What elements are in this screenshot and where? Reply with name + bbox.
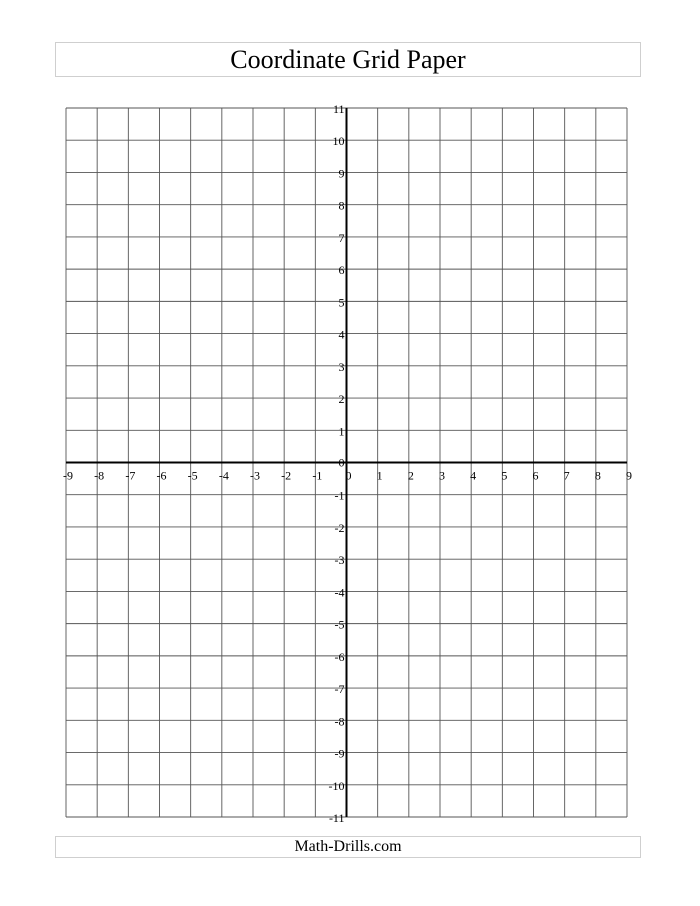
x-tick-label: -1 bbox=[312, 468, 323, 483]
y-tick-label: 5 bbox=[338, 295, 345, 310]
page-title: Coordinate Grid Paper bbox=[230, 44, 466, 74]
y-tick-label: -11 bbox=[328, 811, 345, 825]
y-tick-label: -4 bbox=[334, 585, 345, 600]
y-tick-label: 4 bbox=[338, 327, 345, 342]
x-tick-label: -6 bbox=[156, 468, 167, 483]
footer-credit: Math-Drills.com bbox=[294, 838, 402, 855]
x-tick-label: -7 bbox=[125, 468, 136, 483]
x-tick-label: -5 bbox=[187, 468, 198, 483]
x-tick-label: -3 bbox=[250, 468, 260, 483]
y-tick-label: 6 bbox=[338, 263, 345, 278]
x-tick-label: 8 bbox=[594, 468, 601, 483]
y-tick-label: 8 bbox=[338, 198, 345, 213]
x-tick-label: 4 bbox=[470, 468, 477, 483]
y-tick-label: 11 bbox=[332, 102, 345, 116]
y-tick-label: -6 bbox=[334, 649, 345, 664]
footer-box bbox=[55, 836, 641, 858]
y-tick-label: -7 bbox=[334, 682, 345, 697]
x-tick-label: 1 bbox=[376, 468, 383, 483]
x-tick-label: -4 bbox=[218, 468, 229, 483]
x-tick-label: -8 bbox=[94, 468, 105, 483]
y-tick-label: 0 bbox=[338, 455, 345, 470]
x-tick-label: 7 bbox=[563, 468, 570, 483]
y-tick-label: -10 bbox=[328, 778, 345, 793]
y-tick-label: -8 bbox=[334, 714, 345, 729]
y-tick-label: -9 bbox=[334, 746, 345, 761]
x-tick-label: 6 bbox=[532, 468, 539, 483]
y-tick-label: -5 bbox=[334, 617, 345, 632]
y-tick-label: 9 bbox=[338, 166, 345, 181]
y-tick-label: 10 bbox=[332, 134, 345, 149]
x-tick-label: -9 bbox=[63, 468, 73, 483]
y-tick-label: -3 bbox=[334, 553, 345, 568]
x-tick-label: 9 bbox=[626, 468, 632, 483]
x-tick-label: 5 bbox=[501, 468, 508, 483]
x-tick-label: 2 bbox=[407, 468, 414, 483]
y-tick-label: 2 bbox=[338, 392, 345, 407]
y-tick-label: -1 bbox=[334, 488, 345, 503]
y-tick-label: -2 bbox=[334, 520, 345, 535]
y-tick-label: 7 bbox=[338, 230, 345, 245]
y-tick-label: 1 bbox=[338, 424, 345, 439]
x-tick-label: 3 bbox=[439, 468, 445, 483]
x-tick-label: -2 bbox=[281, 468, 292, 483]
x-tick-label: 0 bbox=[345, 468, 352, 483]
y-tick-label: 3 bbox=[338, 359, 345, 374]
